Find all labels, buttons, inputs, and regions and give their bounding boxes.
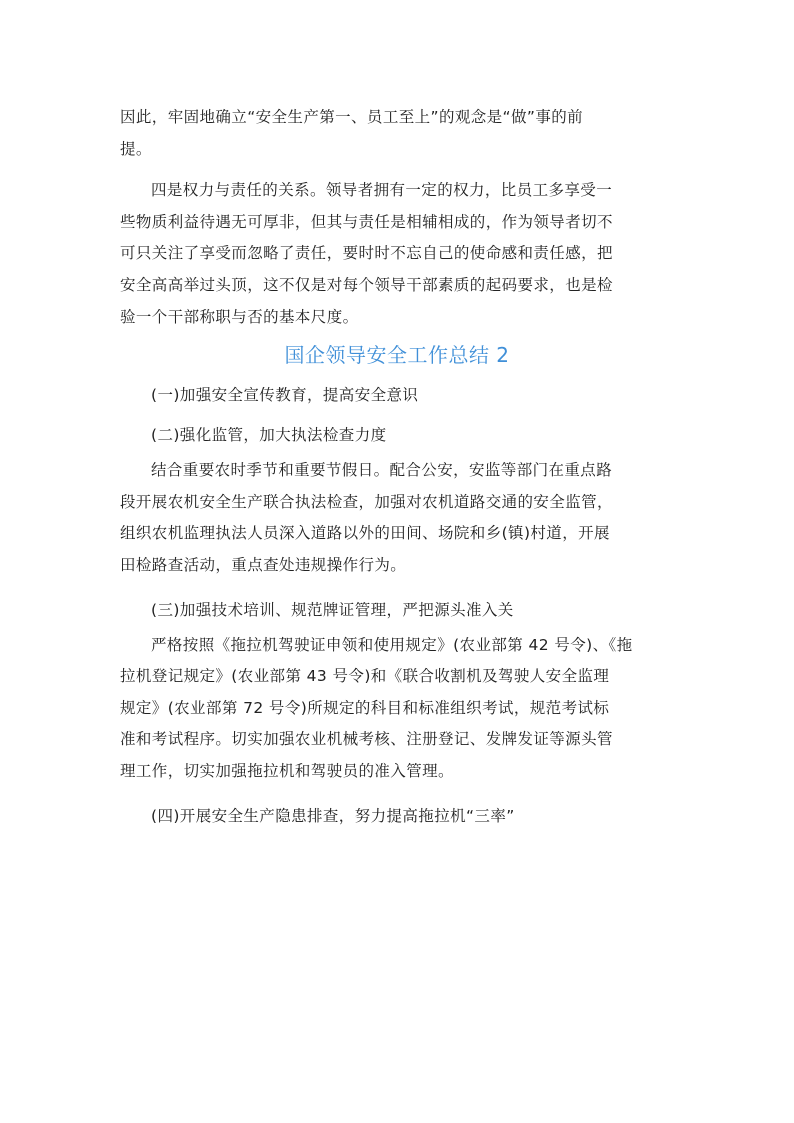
text-line: 理工作，切实加强拖拉机和驾驶员的准入管理。 — [120, 761, 454, 780]
text-line: 提。 — [120, 139, 152, 158]
text-line: 些物质利益待遇无可厚非，但其与责任是相辅相成的，作为领导者切不 — [120, 212, 613, 231]
paragraph — [120, 455, 674, 581]
paragraph — [120, 630, 674, 788]
text-line: 段开展农机安全生产联合执法检查，加强对农机道路交通的安全监管， — [120, 492, 613, 511]
text-line: 严格按照《拖拉机驾驶证申领和使用规定》(农业部第 42 号令)、《拖 — [151, 635, 633, 654]
paragraph — [120, 102, 674, 165]
text-line: 四是权力与责任的关系。领导者拥有一定的权力，比员工多享受一 — [151, 181, 613, 200]
text-line: 验一个干部称职与否的基本尺度。 — [120, 307, 359, 326]
subheading: (二)强化监管，加大执法检查力度 — [151, 426, 387, 445]
text-line: 田检路查活动，重点查处违规操作行为。 — [120, 555, 407, 574]
subheading: (一)加强安全宣传教育，提高安全意识 — [151, 386, 419, 405]
section-title: 国企领导安全工作总结 2 — [284, 343, 510, 368]
text-line: 可只关注了享受而忽略了责任，要时时不忘自己的使命感和责任感，把 — [120, 244, 613, 263]
text-line: 准和考试程序。切实加强农业机械考核、注册登记、发牌发证等源头管 — [120, 730, 613, 749]
text-line: 规定》(农业部第 72 号令)所规定的科目和标准组织考试，规范考试标 — [120, 698, 610, 717]
subheading: (四)开展安全生产隐患排查，努力提高拖拉机“三率” — [151, 806, 515, 825]
subheading: (三)加强技术培训、规范牌证管理，严把源头准入关 — [151, 600, 514, 619]
paragraph — [120, 175, 674, 333]
text-line: 拉机登记规定》(农业部第 43 号令)和《联合收割机及驾驶人安全监理 — [120, 667, 610, 686]
text-line: 安全高高举过头顶，这不仅是对每个领导干部素质的起码要求，也是检 — [120, 275, 613, 294]
text-line: 结合重要农时季节和重要节假日。配合公安，安监等部门在重点路 — [151, 461, 613, 480]
text-line: 因此，牢固地确立“安全生产第一、员工至上”的观念是“做”事的前 — [120, 108, 584, 126]
document-page — [120, 102, 674, 836]
text-line: 组织农机监理执法人员深入道路以外的田间、场院和乡(镇)村道，开展 — [120, 524, 610, 543]
